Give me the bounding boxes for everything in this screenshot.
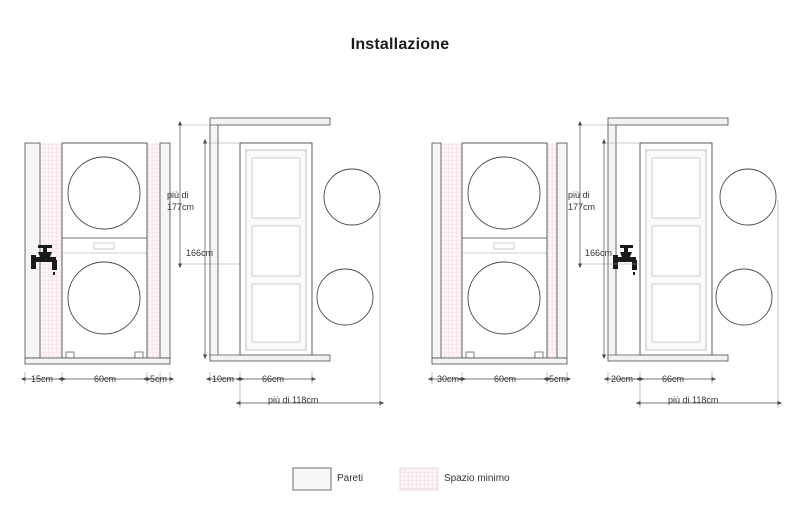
label-p1-depth: 66cm bbox=[262, 374, 285, 384]
label-p2-above-1: più di bbox=[568, 190, 590, 200]
label-p2-total-depth: più di 118cm bbox=[668, 395, 719, 405]
right-wall bbox=[160, 143, 170, 358]
label-p2-height: 166cm bbox=[585, 248, 613, 258]
panel-1-side-view bbox=[180, 118, 380, 408]
control-panel-2 bbox=[494, 243, 514, 249]
door-panel-top-2 bbox=[652, 158, 700, 218]
door-panel-middle bbox=[252, 226, 300, 276]
panel-2-front-view bbox=[432, 143, 567, 384]
back-wall bbox=[210, 125, 218, 358]
door-panel-bottom bbox=[252, 284, 300, 342]
legend-label-min-space: Spazio minimo bbox=[444, 473, 510, 484]
open-upper-door-icon-2 bbox=[720, 169, 776, 225]
legend bbox=[293, 468, 438, 490]
back-wall-2 bbox=[608, 125, 616, 358]
label-p1-above-1: più di bbox=[167, 190, 189, 200]
open-upper-door-icon bbox=[324, 169, 380, 225]
lower-door-icon-2 bbox=[468, 262, 540, 334]
ceiling bbox=[210, 118, 330, 125]
door-panel-bottom-2 bbox=[652, 284, 700, 342]
open-lower-door-icon-2 bbox=[716, 269, 772, 325]
label-p2-depth: 66cm bbox=[662, 374, 685, 384]
legend-swatch-min-space bbox=[400, 468, 438, 490]
upper-door-icon-2 bbox=[468, 157, 540, 229]
upper-door-icon bbox=[68, 157, 140, 229]
label-p1-total-depth: più di 118cm bbox=[268, 395, 319, 405]
right-wall-2 bbox=[557, 143, 567, 358]
label-p1-left-gap: 15cm bbox=[31, 374, 54, 384]
foot-right-2 bbox=[535, 352, 543, 358]
label-p2-width: 60cm bbox=[494, 374, 517, 384]
floor-side bbox=[210, 355, 330, 361]
open-lower-door-icon bbox=[317, 269, 373, 325]
floor-side-2 bbox=[608, 355, 728, 361]
label-p1-height: 166cm bbox=[186, 248, 214, 258]
label-p1-right-gap: 5cm bbox=[150, 374, 168, 384]
label-p1-front-gap: 10cm bbox=[212, 374, 235, 384]
panel-2-side-view bbox=[580, 118, 778, 408]
floor bbox=[25, 358, 170, 364]
left-wall bbox=[25, 143, 40, 358]
label-p2-front-gap: 20cm bbox=[611, 374, 634, 384]
label-p2-left-gap: 30cm bbox=[437, 374, 460, 384]
faucet-icon-2 bbox=[613, 245, 637, 275]
door-panel-middle-2 bbox=[652, 226, 700, 276]
ceiling-2 bbox=[608, 118, 728, 125]
legend-label-walls: Pareti bbox=[337, 473, 364, 484]
label-p1-above-2: 177cm bbox=[167, 202, 195, 212]
foot-left-2 bbox=[466, 352, 474, 358]
label-p2-right-gap: 5cm bbox=[549, 374, 567, 384]
control-panel bbox=[94, 243, 114, 249]
door-panel-top bbox=[252, 158, 300, 218]
page-title: Installazione bbox=[350, 36, 450, 53]
panel-1-front-view bbox=[25, 143, 170, 384]
lower-door-icon bbox=[68, 262, 140, 334]
label-p1-width: 60cm bbox=[94, 374, 117, 384]
foot-right bbox=[135, 352, 143, 358]
foot-left bbox=[66, 352, 74, 358]
label-p2-above-2: 177cm bbox=[568, 202, 596, 212]
legend-swatch-walls bbox=[293, 468, 331, 490]
floor-2 bbox=[432, 358, 567, 364]
left-wall-2 bbox=[432, 143, 441, 358]
